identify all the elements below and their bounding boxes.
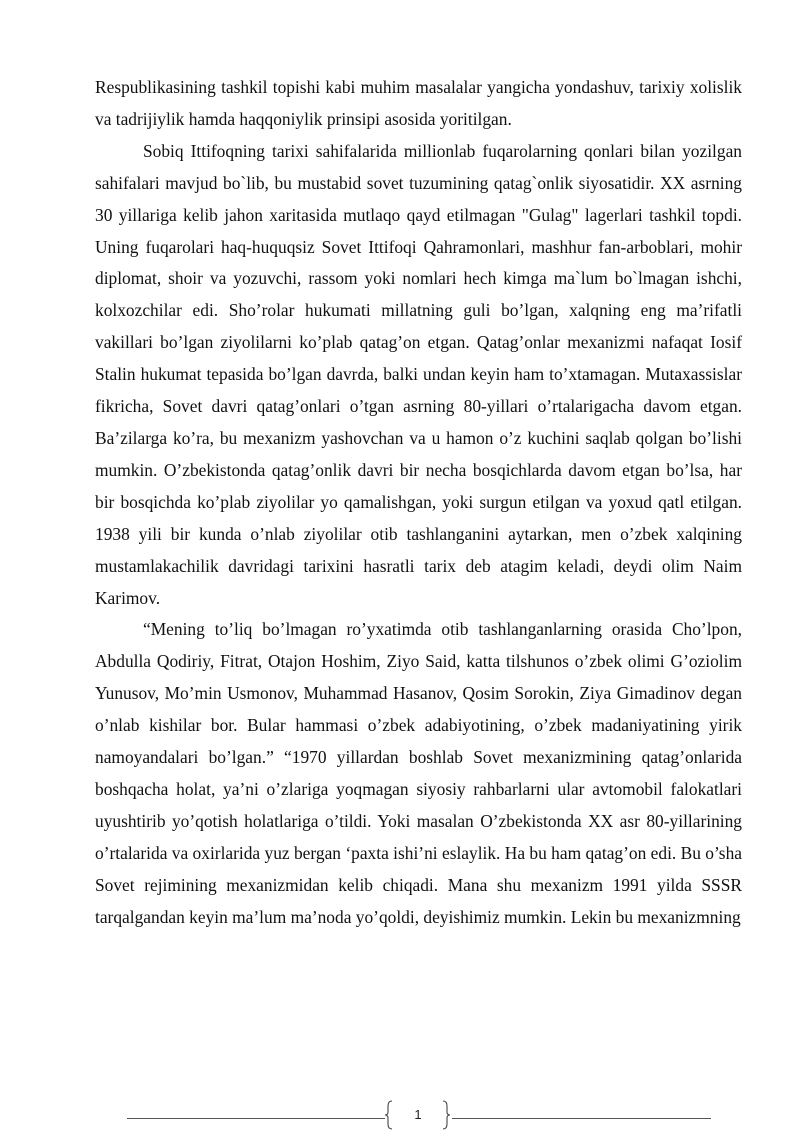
paragraph-2: Sobiq Ittifoqning tarixi sahifalarida millionlab fuqarolarning qonlari bilan yozilgan sahifalari mavjud bo`lib, bu mustabid sovet tuzumining qatag`onlik siyosatidir. XX asrning 30 yillariga kelib jahon xaritasida mutlaqo qayd etilmagan "Gulag" lagerlari tashkil topdi. Uning fuqarolari haq-huquqsiz Sovet Ittifoqi Qahramonlari, mashhur fan-arboblari, mohir diplomat, shoir va yozuvchi, rassom yoki nomlari hech kimga ma`lum bo`lmagan ishchi, kolxozchilar edi. Sho’rolar hukumati millatning guli bo’lgan, xalqning eng ma’rifatli vakillari bo’lgan ziyolilarni ko’plab qatag’on etgan. Qatag’onlar mexanizmi nafaqat Iosif Stalin hukumat tepasida bo’lgan davrda, balki undan keyin ham to’xtamagan. Mutaxassislar fikricha, Sovet davri qatag’onlari o’tgan asrning 80-yillari o’rtalarigacha davom etgan. Ba’zilarga ko’ra, bu mexanizm yashovchan va u hamon o’z kuchini saqlab qolgan bo’lishi mumkin. O’zbekistonda qatag’onlik davri bir necha bosqichlarda davom etgan bo’lsa, har bir bosqichda ko’plab ziyolilar yo qamalishgan, yoki surgun etilgan va yoxud qatl etilgan. 1938 yili bir kunda o’nlab ziyolilar otib tashlanganini aytarkan, men o’zbek xalqining mustamlakachilik davridagi tarixini hasratli tarix deb atagim keladi, deydi olim Naim Karimov.	[95, 140, 742, 608]
page-number: 1	[414, 1107, 422, 1122]
left-brace-icon	[384, 1100, 394, 1130]
paragraph-3: “Mening to’liq bo’lmagan ro’yxatimda otib tashlanganlarning orasida Cho’lpon, Abdulla Qodiriy, Fitrat, Otajon Hoshim, Ziyo Said, katta tilshunos o’zbek olimi G’oziolim Yunusov, Mo’min Usmonov, Muhammad Hasanov, Qosim Sorokin, Ziya Gimadinov degan o’nlab kishilar bor. Bular hammasi o’zbek adabiyotining, o’zbek madaniyatining yirik namoyandalari bo’lgan.” “1970 yillardan boshlab Sovet mexanizmining qatag’onlarida boshqacha holat, ya’ni o’zlariga yoqmagan siyosiy rahbarlarni ular avtomobil falokatlari uyushtirib yo’qotish holatlariga o’tildi. Yoki masalan O’zbekistonda XX asr 80-yillarining o’rtalarida va oxirlarida yuz bergan ‘paxta ishi’ni eslaylik. Ha bu ham qatag’on edi. Bu o’sha Sovet rejimining mexanizmidan kelib chiqadi. Mana shu mexanizm 1991 yilda SSSR tarqalgandan keyin ma’lum ma’noda yo’qoldi, deyishimiz mumkin. Lekin bu mexanizmning	[95, 619, 742, 927]
document-body	[95, 72, 742, 933]
right-brace-icon	[441, 1100, 451, 1130]
footer-rule-right	[452, 1118, 711, 1119]
paragraph-1: Respublikasining tashkil topishi kabi muhim masalalar yangicha yondashuv, tarixiy xolislik va tadrijiylik hamda haqqoniylik prinsipi asosida yoritilgan.	[95, 77, 742, 129]
footer-rule-left	[127, 1118, 385, 1119]
